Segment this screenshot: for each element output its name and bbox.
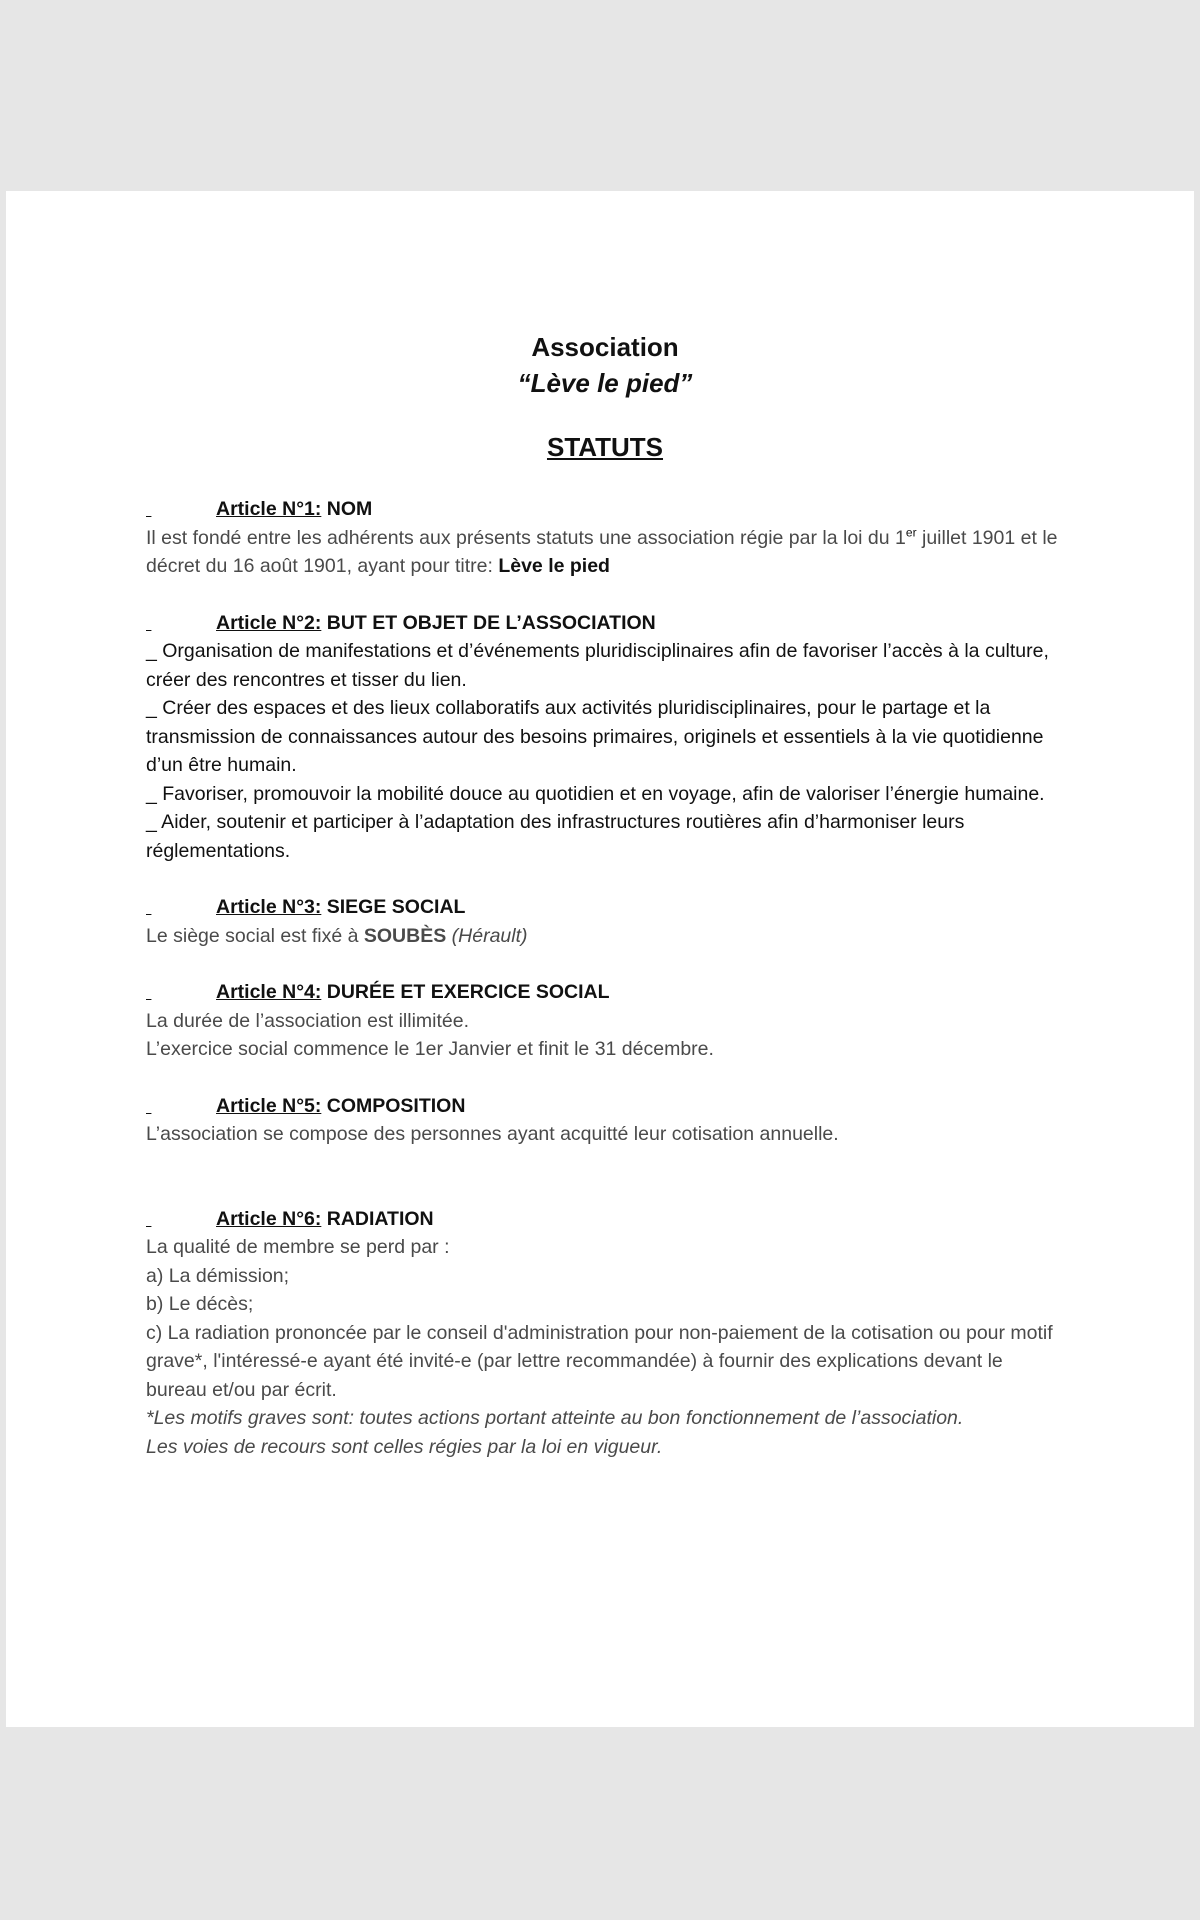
article-line: L’exercice social commence le 1er Janvier et finit le 31 décembre. bbox=[146, 1038, 714, 1060]
article-number: Article N°3: bbox=[216, 896, 322, 918]
article-2 bbox=[146, 609, 1064, 866]
heading-underline-lead bbox=[146, 609, 216, 638]
heading-underline-lead bbox=[146, 1092, 216, 1121]
article-name: BUT ET OBJET DE L’ASSOCIATION bbox=[321, 611, 656, 634]
document-heading: STATUTS bbox=[546, 432, 664, 462]
articles-list bbox=[146, 495, 1064, 1461]
article-name: NOM bbox=[321, 498, 373, 520]
article-name: DURÉE ET EXERCICE SOCIAL bbox=[321, 981, 610, 1003]
article-number: Article N°6: bbox=[216, 1207, 322, 1230]
article-line: a) La démission; bbox=[146, 1264, 290, 1287]
document-content bbox=[146, 329, 1064, 1461]
heading-underline-lead bbox=[146, 978, 216, 1007]
article-heading bbox=[146, 1205, 1064, 1234]
list-item: _ Créer des espaces et des lieux collaboratifs aux activités pluridisciplinaires, pour le partage et la transmission de connaissances autour des besoins primaires, originels et essentiels à la vie quotidienne d’un être humain. bbox=[146, 697, 1044, 776]
document-page bbox=[6, 191, 1194, 1727]
article-heading bbox=[146, 495, 1064, 524]
title-block bbox=[146, 329, 1064, 465]
article-number: Article N°2: bbox=[216, 611, 322, 634]
article-name: COMPOSITION bbox=[321, 1094, 466, 1117]
article-text-part: Le siège social est fixé à bbox=[146, 924, 364, 947]
list-item: _ Aider, soutenir et participer à l’adaptation des infrastructures routières afin d’harmoniser leurs réglementations. bbox=[146, 811, 965, 862]
article-heading bbox=[146, 893, 1064, 922]
document-subtitle: “Lève le pied” bbox=[517, 368, 693, 398]
article-name: RADIATION bbox=[321, 1207, 434, 1230]
article-5 bbox=[146, 1092, 1064, 1149]
article-line: c) La radiation prononcée par le conseil d'administration pour non-paiement de la cotisation ou pour motif grave*, l'intéressé-e ayant été invité-e (par lettre recommandée) à fournir des explications devant le bureau et/ou par écrit. bbox=[146, 1321, 1053, 1401]
footnote: Les voies de recours sont celles régies par la loi en vigueur. bbox=[146, 1435, 663, 1458]
article-line: L’association se compose des personnes ayant acquitté leur cotisation annuelle. bbox=[146, 1123, 839, 1145]
article-line: b) Le décès; bbox=[146, 1293, 254, 1315]
association-name: Lève le pied bbox=[498, 555, 610, 577]
document-title: Association bbox=[531, 332, 679, 362]
article-number: Article N°4: bbox=[216, 981, 322, 1003]
footnote: *Les motifs graves sont: toutes actions portant atteinte au bon fonctionnement de l’association. bbox=[146, 1407, 964, 1429]
article-3 bbox=[146, 893, 1064, 950]
article-line: La durée de l’association est illimitée. bbox=[146, 1009, 470, 1032]
heading-underline-lead bbox=[146, 1205, 216, 1234]
article-heading bbox=[146, 1092, 1064, 1121]
article-number: Article N°1: bbox=[216, 498, 322, 520]
article-text-part: Il est fondé entre les adhérents aux présents statuts une association régie par la loi du 1 bbox=[146, 526, 906, 549]
article-heading bbox=[146, 609, 1064, 638]
article-6 bbox=[146, 1205, 1064, 1462]
heading-underline-lead bbox=[146, 495, 216, 524]
article-text-part: juillet 1901 et le décret du 16 août 1901, ayant pour titre: bbox=[146, 526, 1058, 577]
list-item: _ Favoriser, promouvoir la mobilité douce au quotidien et en voyage, afin de valoriser l’énergie humaine. bbox=[146, 782, 1045, 805]
list-item: _ Organisation de manifestations et d’événements pluridisciplinaires afin de favoriser l’accès à la culture, créer des rencontres et tisser du lien. bbox=[146, 640, 1049, 691]
article-heading bbox=[146, 978, 1064, 1007]
article-line: La qualité de membre se perd par : bbox=[146, 1236, 450, 1258]
article-name: SIEGE SOCIAL bbox=[321, 896, 466, 918]
town-name: SOUBÈS bbox=[363, 924, 447, 947]
region-name: (Hérault) bbox=[446, 924, 528, 947]
article-number: Article N°5: bbox=[216, 1094, 322, 1117]
article-text bbox=[146, 524, 1064, 581]
article-1 bbox=[146, 495, 1064, 581]
article-text bbox=[146, 922, 1064, 951]
heading-underline-lead bbox=[146, 893, 216, 922]
ordinal-superscript: er bbox=[905, 525, 917, 539]
article-4 bbox=[146, 978, 1064, 1064]
